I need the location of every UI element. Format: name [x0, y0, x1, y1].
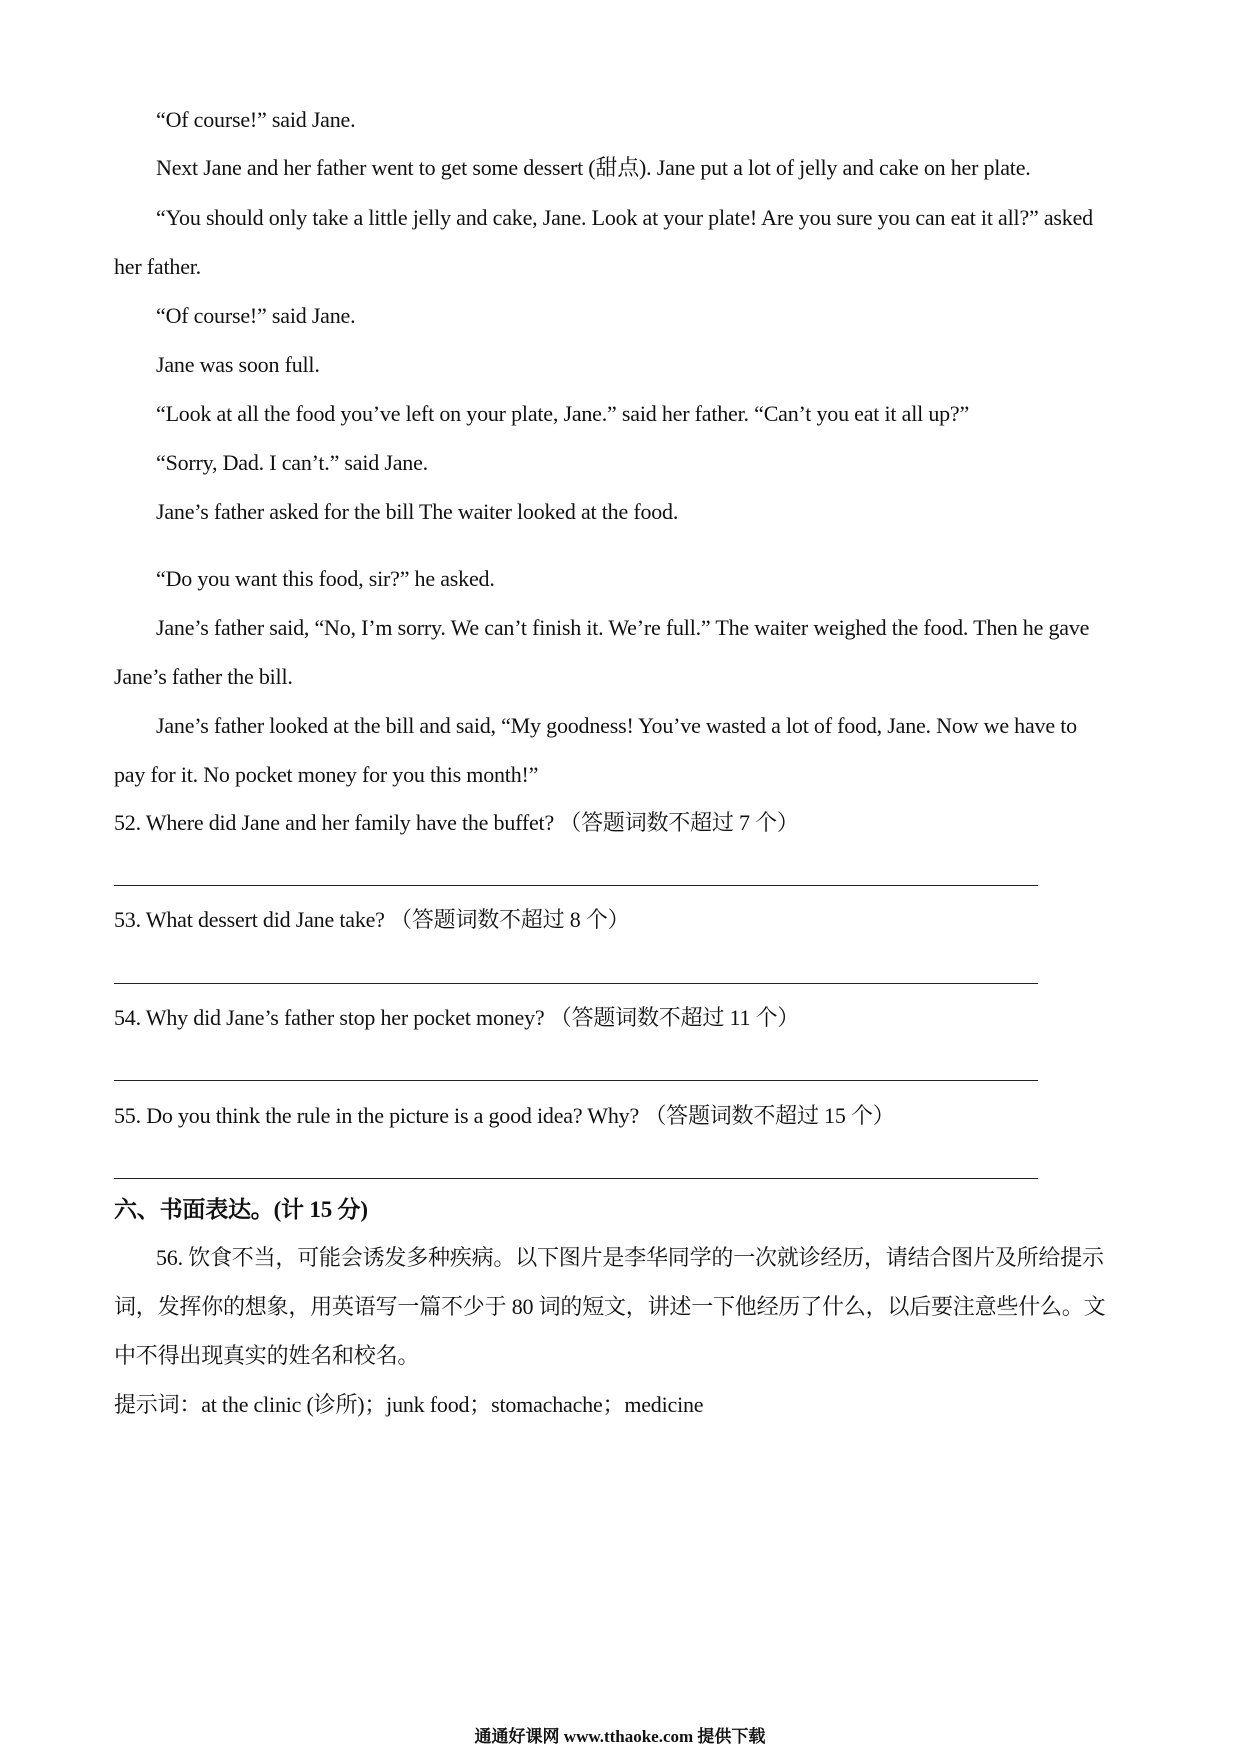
story-line: “Of course!” said Jane.: [156, 107, 356, 132]
question-52: 52. Where did Jane and her family have the buffet? （答题词数不超过 7 个）: [114, 810, 799, 835]
writing-prompt-line: 词，发挥你的想象，用英语写一篇不少于 80 词的短文，讲述一下他经历了什么，以后要注意些什么。文: [114, 1294, 1106, 1319]
story-line: “Of course!” said Jane.: [156, 303, 356, 328]
story-line: Jane’s father said, “No, I’m sorry. We can’t finish it. We’re full.” The waiter weighed the food. Then he gave: [156, 615, 1090, 640]
story-line: Jane was soon full.: [156, 352, 320, 377]
story-line: “Sorry, Dad. I can’t.” said Jane.: [156, 450, 428, 475]
story-line: Jane’s father looked at the bill and said, “My goodness! You’ve wasted a lot of food, Jane. Now we have to: [156, 713, 1077, 738]
story-line: Next Jane and her father went to get some dessert (甜点). Jane put a lot of jelly and cake on her plate.: [156, 155, 1031, 180]
story-line: Jane’s father asked for the bill The waiter looked at the food.: [156, 499, 679, 524]
story-line: “Do you want this food, sir?” he asked.: [156, 566, 495, 591]
writing-prompt-line: 56. 饮食不当，可能会诱发多种疾病。以下图片是李华同学的一次就诊经历，请结合图片及所给提示: [156, 1245, 1104, 1270]
answer-line-54[interactable]: [114, 1080, 1038, 1081]
question-54: 54. Why did Jane’s father stop her pocket money? （答题词数不超过 11 个）: [114, 1005, 800, 1030]
question-53: 53. What dessert did Jane take? （答题词数不超过 8 个）: [114, 907, 630, 932]
answer-line-52[interactable]: [114, 885, 1038, 886]
story-line: her father.: [114, 254, 201, 279]
writing-prompt-line: 中不得出现真实的姓名和校名。: [114, 1343, 420, 1368]
story-line: “Look at all the food you’ve left on your plate, Jane.” said her father. “Can’t you eat it all up?”: [156, 401, 970, 426]
section-heading: 六、书面表达。(计 15 分): [114, 1197, 368, 1222]
story-line: “You should only take a little jelly and cake, Jane. Look at your plate! Are you sure you can eat it all?” asked: [156, 205, 1093, 230]
answer-line-53[interactable]: [114, 983, 1038, 984]
question-55: 55. Do you think the rule in the picture is a good idea? Why? （答题词数不超过 15 个）: [114, 1103, 895, 1128]
story-line: pay for it. No pocket money for you this month!”: [114, 762, 539, 787]
answer-line-55[interactable]: [114, 1178, 1038, 1179]
page-footer: 通通好课网 www.tthaoke.com 提供下载: [474, 1727, 766, 1746]
hint-words: 提示词：at the clinic (诊所)；junk food；stomachache；medicine: [114, 1392, 704, 1417]
story-line: Jane’s father the bill.: [114, 664, 293, 689]
